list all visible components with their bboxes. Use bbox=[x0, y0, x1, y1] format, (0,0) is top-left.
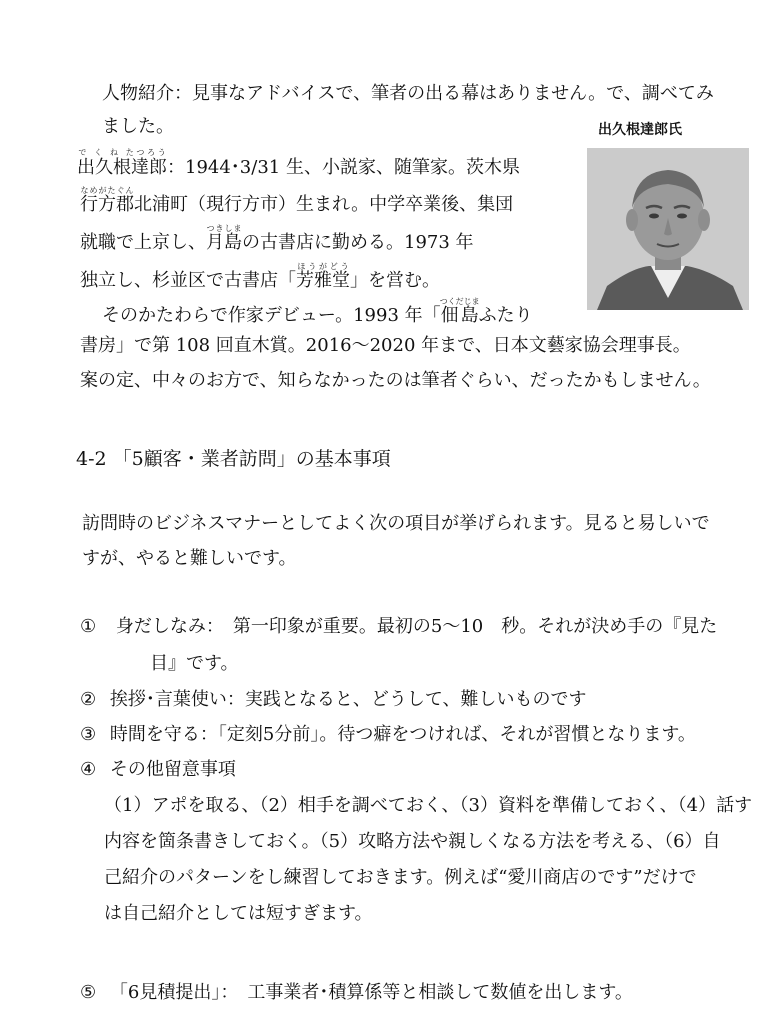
list-item-4-sub-2: 内容を箇条書きしておく。（5）攻略方法や親しくなる方法を考える、（6）自 bbox=[104, 831, 721, 852]
list-number: ① bbox=[80, 616, 97, 637]
list-item-4-sub-4: は自己紹介としては短すぎます。 bbox=[104, 903, 373, 924]
list-number: ② bbox=[80, 689, 97, 710]
para-line-2: すが、やると難しいです。 bbox=[82, 548, 297, 569]
list-item-4-sub-3: 己紹介のパターンをし練習しておきます。例えば“愛川商店のです”だけで bbox=[104, 867, 697, 888]
portrait-image bbox=[587, 148, 749, 310]
bio-place-gun: 行方郡なめがたぐん bbox=[80, 186, 134, 215]
intro-line-2: ました。 bbox=[102, 116, 174, 137]
list-item-5: ⑤ 「6見積提出」： 工事業者･積算係等と相談して数値を出します。 bbox=[80, 982, 633, 1003]
list-item-3: ③ 時間を守る：「定刻5分前」。待つ癖をつければ、それが習慣となります。 bbox=[80, 724, 696, 745]
list-number: ③ bbox=[80, 724, 97, 745]
bio-name-reading: で く ね たつろう bbox=[77, 148, 168, 157]
bio-line-1 bbox=[77, 148, 520, 180]
bio-line-2: 行方郡なめがたぐん北浦町（現行方市）生まれ。中学卒業後、集団 bbox=[80, 186, 514, 215]
intro-line-1: 人物紹介：見事なアドバイスで、筆者の出る幕はありません。で、調べてみ bbox=[102, 83, 714, 104]
photo-caption: 出久根達郎氏 bbox=[598, 122, 682, 138]
list-item-1-continued: 目』です。 bbox=[150, 653, 239, 674]
list-item-2: ② 挨拶･言葉使い：実践となると、どうして、難しいものです bbox=[80, 689, 587, 710]
bio-line-7: 案の定、中々のお方で、知らなかったのは筆者ぐらい、だったかもしません。 bbox=[80, 370, 711, 391]
bio-line-3: 就職で上京し、月島つきしまの古書店に勤める。1973 年 bbox=[80, 224, 474, 253]
bio-name: 出久根達郎で く ね たつろう bbox=[77, 148, 168, 178]
bio-book-title: 佃島つくだじま bbox=[439, 297, 480, 326]
list-number: ⑤ bbox=[80, 982, 97, 1003]
bio-line-5: そのかたわらで作家デビュー。1993 年「佃島つくだじまふたり bbox=[102, 297, 533, 326]
bio-line-1-rest: ：1944･3/31 生、小説家、随筆家。茨木県 bbox=[167, 157, 520, 178]
bio-place-tsukishima: 月島つきしま bbox=[206, 224, 242, 253]
bio-shop-name: 芳雅堂ほうがどう bbox=[296, 262, 350, 291]
bio-line-4: 独立し、杉並区で古書店「芳雅堂ほうがどう」を営む。 bbox=[80, 262, 440, 291]
bio-line-6: 書房」で第 108 回直木賞。2016～2020 年まで、日本文藝家協会理事長。 bbox=[80, 335, 691, 356]
list-item-4: ④ その他留意事項 bbox=[80, 759, 236, 780]
list-number: ④ bbox=[80, 759, 97, 780]
list-item-1: ① 身だしなみ： 第一印象が重要。最初の5～10 秒。それが決め手の『見た bbox=[80, 616, 718, 637]
list-item-4-sub-1: （1）アポを取る、（2）相手を調べておく、（3）資料を準備しておく、（4）話す bbox=[104, 795, 753, 816]
author-portrait bbox=[587, 148, 749, 310]
para-line-1: 訪問時のビジネスマナーとしてよく次の項目が挙げられます。見ると易しいで bbox=[82, 513, 710, 534]
section-heading: 4-2 「5顧客・業者訪問」の基本事項 bbox=[76, 448, 391, 470]
